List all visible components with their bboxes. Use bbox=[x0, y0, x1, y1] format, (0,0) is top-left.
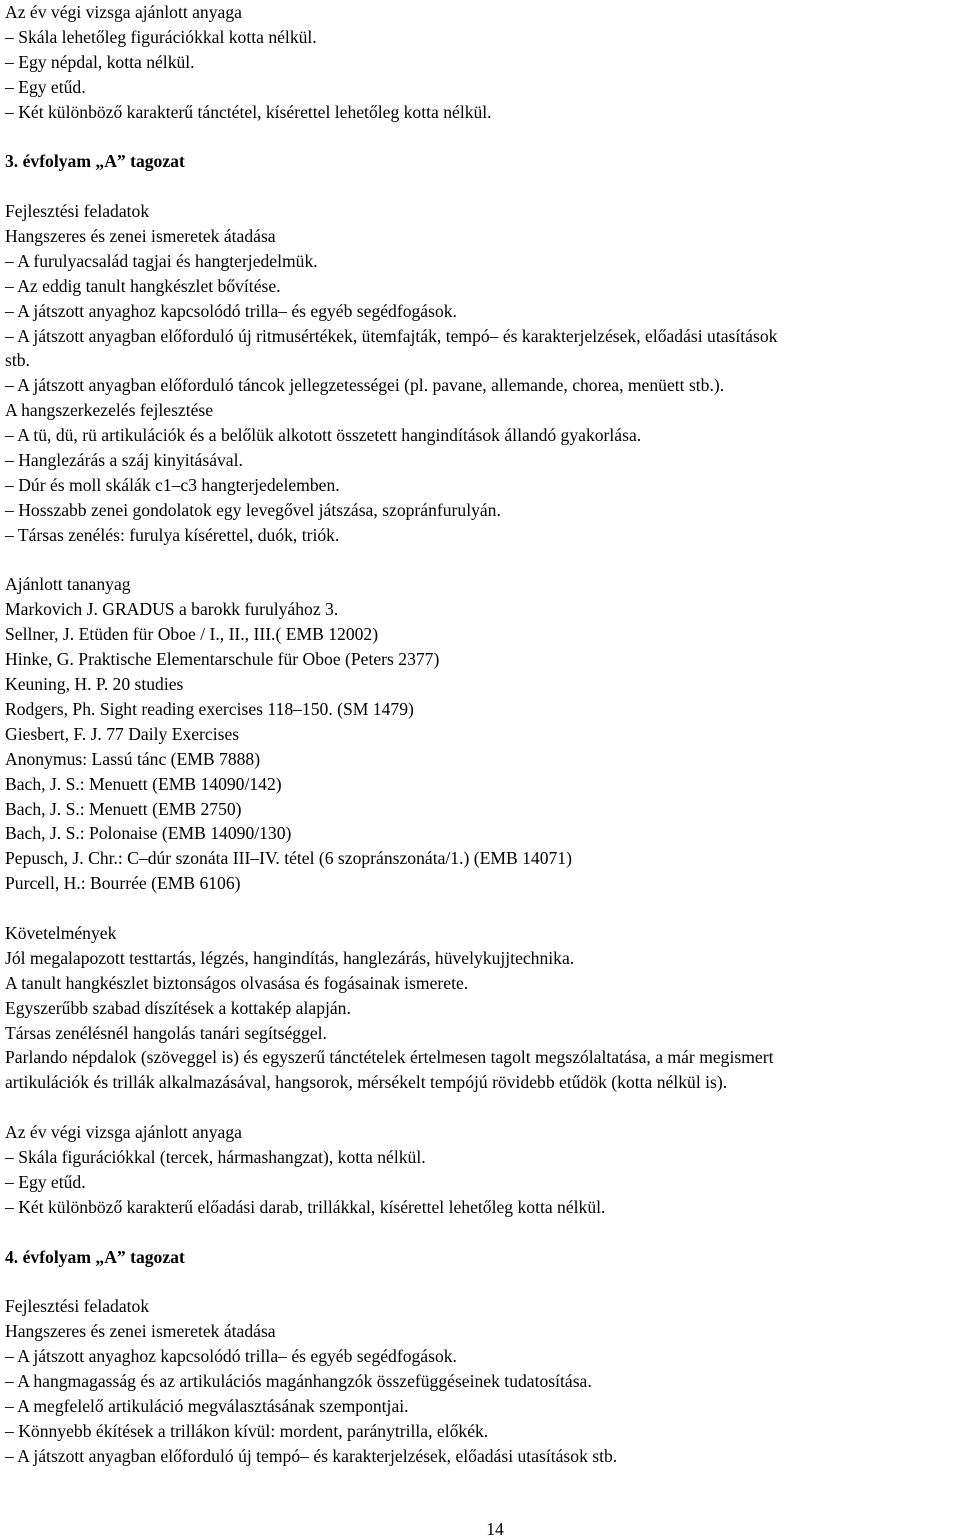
text-line: – Skála lehetőleg figurációkkal kotta nélkül. bbox=[5, 26, 317, 47]
text-line: Purcell, H.: Bourrée (EMB 6106) bbox=[5, 873, 241, 894]
text-line: – Hanglezárás a száj kinyitásával. bbox=[5, 450, 243, 471]
text-block bbox=[5, 1294, 957, 1468]
section-gap bbox=[5, 124, 957, 149]
text-line: A tanult hangkészlet biztonságos olvasása és fogásainak ismerete. bbox=[5, 972, 469, 993]
text-line: Az év végi vizsga ajánlott anyaga bbox=[5, 2, 242, 22]
text-line: – A hangmagasság és az artikulációs magánhangzók összefüggéseinek tudatosítása. bbox=[5, 1370, 592, 1391]
text-line: Az év végi vizsga ajánlott anyaga bbox=[5, 1122, 242, 1143]
text-line: Fejlesztési feladatok bbox=[5, 1296, 150, 1317]
text-line: Markovich J. GRADUS a barokk furulyához 3. bbox=[5, 599, 339, 620]
text-line: Bach, J. S.: Polonaise (EMB 14090/130) bbox=[5, 823, 292, 844]
text-line: Bach, J. S.: Menuett (EMB 14090/142) bbox=[5, 773, 282, 794]
section-gap bbox=[5, 1095, 957, 1120]
text-line: Társas zenélésnél hangolás tanári segítséggel. bbox=[5, 1022, 327, 1043]
section-gap bbox=[5, 896, 957, 921]
text-line: Anonymus: Lassú tánc (EMB 7888) bbox=[5, 748, 261, 769]
text-line: Hangszeres és zenei ismeretek átadása bbox=[5, 1321, 276, 1342]
text-line: A hangszerkezelés fejlesztése bbox=[5, 400, 214, 421]
text-line: artikulációk és trillák alkalmazásával, hangsorok, mérsékelt tempójú rövidebb etűdök (kotta nélkül is). bbox=[5, 1072, 728, 1093]
text-line: – A játszott anyagban előforduló új tempó– és karakterjelzések, előadási utasítások stb. bbox=[5, 1445, 618, 1466]
text-line: Egyszerűbb szabad díszítések a kottakép alapján. bbox=[5, 997, 351, 1018]
text-line: – Dúr és moll skálák c1–c3 hangterjedelemben. bbox=[5, 474, 340, 495]
text-line: Rodgers, Ph. Sight reading exercises 118–150. (SM 1479) bbox=[5, 698, 414, 719]
heading-line: 3. évfolyam „A” tagozat bbox=[5, 151, 185, 172]
text-line: – Az eddig tanult hangkészlet bővítése. bbox=[5, 275, 281, 296]
section-gap bbox=[5, 174, 957, 199]
text-line: – Egy népdal, kotta nélkül. bbox=[5, 51, 195, 72]
text-line: – Egy etűd. bbox=[5, 76, 86, 97]
text-line: – A játszott anyaghoz kapcsolódó trilla– és egyéb segédfogások. bbox=[5, 1346, 457, 1367]
text-line: – A furulyacsalád tagjai és hangterjedelmük. bbox=[5, 250, 318, 271]
text-line: Fejlesztési feladatok bbox=[5, 201, 150, 222]
text-line: – Egy etűd. bbox=[5, 1171, 86, 1192]
text-line: – Két különböző karakterű előadási darab, trillákkal, kísérettel lehetőleg kotta nélkül. bbox=[5, 1196, 606, 1217]
text-line: – A játszott anyagban előforduló új ritmusértékek, ütemfajták, tempó– és karakterjelzések, előadási utasítások bbox=[5, 325, 778, 346]
document-body bbox=[5, 0, 957, 1469]
section-heading bbox=[5, 149, 957, 174]
text-line: Hinke, G. Praktische Elementarschule für Oboe (Peters 2377) bbox=[5, 649, 440, 670]
text-line: Giesbert, F. J. 77 Daily Exercises bbox=[5, 723, 240, 744]
text-line: stb. bbox=[5, 350, 30, 371]
heading-line: 4. évfolyam „A” tagozat bbox=[5, 1246, 185, 1267]
text-line: – A játszott anyagban előforduló táncok jellegzetességei (pl. pavane, allemande, chorea, menüett stb.). bbox=[5, 375, 725, 396]
section-gap bbox=[5, 1220, 957, 1245]
text-line: Ajánlott tananyag bbox=[5, 574, 131, 595]
text-line: – A tü, dü, rü artikulációk és a belőlük alkotott összetett hangindítások állandó gyakorlása. bbox=[5, 425, 642, 446]
text-block bbox=[5, 572, 957, 896]
text-line: Hangszeres és zenei ismeretek átadása bbox=[5, 226, 276, 247]
text-block bbox=[5, 0, 957, 124]
section-gap bbox=[5, 548, 957, 573]
text-line: – A játszott anyaghoz kapcsolódó trilla– és egyéb segédfogások. bbox=[5, 300, 457, 321]
text-line: Bach, J. S.: Menuett (EMB 2750) bbox=[5, 798, 242, 819]
text-line: – A megfelelő artikuláció megválasztásának szempontjai. bbox=[5, 1395, 409, 1416]
text-line: – Két különböző karakterű tánctétel, kísérettel lehetőleg kotta nélkül. bbox=[5, 101, 492, 122]
page-number: 14 bbox=[486, 1519, 504, 1539]
text-line: – Skála figurációkkal (tercek, hármashangzat), kotta nélkül. bbox=[5, 1146, 426, 1167]
text-line: Követelmények bbox=[5, 922, 117, 943]
text-line: Sellner, J. Etüden für Oboe / I., II., III.( EMB 12002) bbox=[5, 624, 379, 645]
text-line: Parlando népdalok (szöveggel is) és egyszerű tánctételek értelmesen tagolt megszólaltatása, a már megismert bbox=[5, 1047, 774, 1068]
section-heading bbox=[5, 1245, 957, 1270]
text-line: – Könnyebb ékítések a trillákon kívül: mordent, paránytrilla, előkék. bbox=[5, 1420, 489, 1441]
text-line: – Társas zenélés: furulya kísérettel, duók, triók. bbox=[5, 524, 340, 545]
text-line: Pepusch, J. Chr.: C–dúr szonáta III–IV. tétel (6 szopránszonáta/1.) (EMB 14071) bbox=[5, 848, 572, 869]
text-line: Jól megalapozott testtartás, légzés, hangindítás, hanglezárás, hüvelykujjtechnika. bbox=[5, 947, 575, 968]
text-block bbox=[5, 1120, 957, 1220]
text-line: Keuning, H. P. 20 studies bbox=[5, 674, 184, 695]
text-line: – Hosszabb zenei gondolatok egy levegővel játszása, szopránfurulyán. bbox=[5, 499, 501, 520]
section-gap bbox=[5, 1269, 957, 1294]
text-block bbox=[5, 921, 957, 1095]
text-block bbox=[5, 199, 957, 547]
